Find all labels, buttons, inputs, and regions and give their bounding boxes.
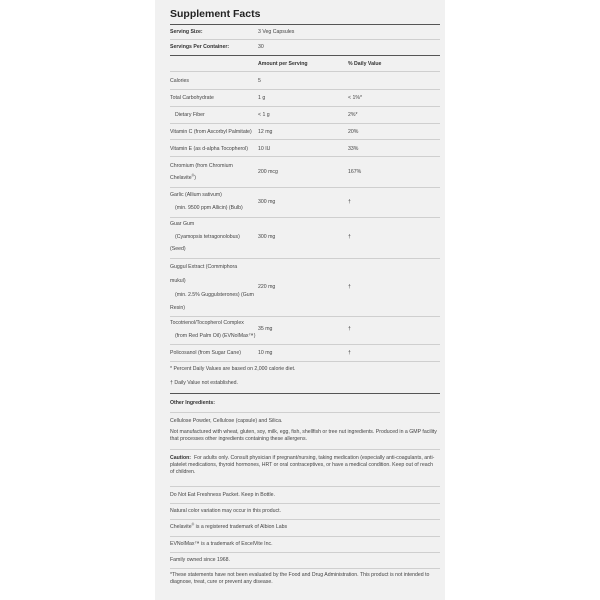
divider <box>170 536 440 537</box>
divider <box>170 217 440 218</box>
amount-header: Amount per Serving <box>258 61 308 67</box>
divider <box>170 344 440 345</box>
nutrient-name: Dietary Fiber <box>175 112 205 118</box>
nutrient-name: Vitamin C (from Ascorbyl Palmitate) <box>170 129 252 135</box>
divider <box>170 39 440 40</box>
nutrient-amount: 300 mg <box>258 199 276 205</box>
color-variation-text: Natural color variation may occur in this product. <box>170 508 282 514</box>
dagger-footnote: † Daily Value not established. <box>170 380 238 386</box>
nutrient-name-cont: Resin) <box>170 305 185 311</box>
divider <box>170 552 440 553</box>
nutrient-dv: < 1%* <box>348 95 362 101</box>
servings-per-container-value: 30 <box>258 44 264 50</box>
nutrient-dv: † <box>348 234 351 240</box>
divider <box>170 361 440 362</box>
ingredients-text: Cellulose Powder, Cellulose (capsule) and Silica. <box>170 418 283 424</box>
serving-size-label: Serving Size: <box>170 29 203 35</box>
nutrient-dv: † <box>348 326 351 332</box>
divider <box>170 258 440 259</box>
divider <box>170 449 440 450</box>
nutrient-name: Calories <box>170 78 190 84</box>
nutrient-dv: 167% <box>348 169 362 175</box>
divider <box>170 568 440 569</box>
nutrient-name: Garlic (Allium sativum) <box>170 192 222 198</box>
nutrient-name: Policosanol (from Sugar Cane) <box>170 350 241 356</box>
other-ingredients-heading: Other Ingredients: <box>170 400 215 406</box>
title-divider <box>170 24 440 25</box>
panel-title: Supplement Facts <box>170 8 261 20</box>
nutrient-amount: 10 mg <box>258 350 273 356</box>
nutrient-name: Guggul Extract (Commiphora <box>170 264 238 270</box>
divider <box>170 503 440 504</box>
nutrient-name-cont: (Cyamopsis tetragonolobus) <box>175 234 240 240</box>
divider <box>170 123 440 124</box>
nutrient-amount: 35 mg <box>258 326 273 332</box>
nutrient-dv: 2%* <box>348 112 358 118</box>
evnolmax-trademark-text: EVNolMax™ is a trademark of ExcelVite Inc. <box>170 541 273 547</box>
chelavite-trademark-text: Chelavite® is a registered trademark of Albion Labs <box>170 522 288 530</box>
divider <box>170 55 440 56</box>
nutrient-dv: † <box>348 199 351 205</box>
nutrient-amount: 200 mcg <box>258 169 278 175</box>
serving-size-value: 3 Veg Capsules <box>258 29 295 35</box>
nutrient-amount: 12 mg <box>258 129 273 135</box>
fda-disclaimer-text: *These statements have not been evaluated by the Food and Drug Administration. This product is not intended to diagnose, treat, cure or prevent any disease. <box>170 572 430 585</box>
divider <box>170 187 440 188</box>
divider <box>170 89 440 90</box>
nutrient-amount: 5 <box>258 78 261 84</box>
nutrient-amount: 10 IU <box>258 146 271 152</box>
nutrient-name: Vitamin E (as d-alpha Tocopherol) <box>170 146 248 152</box>
nutrient-amount: 1 g <box>258 95 266 101</box>
divider <box>170 519 440 520</box>
divider <box>170 139 440 140</box>
nutrient-amount: 220 mg <box>258 284 276 290</box>
divider <box>170 412 440 413</box>
nutrient-name: Chromium (from Chromium <box>170 163 233 169</box>
family-owned-text: Family owned since 1968. <box>170 557 230 563</box>
supplement-facts-panel <box>155 0 445 600</box>
daily-value-header: % Daily Value <box>348 61 382 67</box>
nutrient-name-cont: (Seed) <box>170 246 186 252</box>
nutrient-name: Total Carbohydrate <box>170 95 214 101</box>
divider <box>170 156 440 157</box>
nutrient-name-cont: (min. 9500 ppm Allicin) (Bulb) <box>175 205 243 211</box>
servings-per-container-label: Servings Per Container: <box>170 44 230 50</box>
divider <box>170 486 440 487</box>
nutrient-name-cont: mukul) <box>170 278 186 284</box>
nutrient-name: Tocotrienol/Tocopherol Complex <box>170 320 244 326</box>
nutrient-amount: < 1 g <box>258 112 270 118</box>
divider <box>170 316 440 317</box>
nutrient-amount: 300 mg <box>258 234 276 240</box>
nutrient-name-cont: (min. 2.5% Guggulsterones) (Gum <box>175 292 254 298</box>
section-divider <box>170 393 440 394</box>
nutrient-dv: 20% <box>348 129 359 135</box>
nutrient-dv: † <box>348 284 351 290</box>
nutrient-name-cont: (from Red Palm Oil) (EVNolMax™) <box>175 333 256 339</box>
caution-text: Caution: For adults only. Consult physician if pregnant/nursing, taking medication (especially anti-coagulants, anti-platelet medications, thyroid hormones, HRT or oral contraceptives, or have a medical condition. Keep out of reach of children. <box>170 455 435 475</box>
nutrient-dv: † <box>348 350 351 356</box>
dv-footnote: * Percent Daily Values are based on 2,000 calorie diet. <box>170 366 296 372</box>
allergen-text: Not manufactured with wheat, gluten, soy, milk, egg, fish, shellfish or tree nut ingredients. Produced in a GMP facility that processes other ingredients containing these allergens. <box>170 429 437 442</box>
divider <box>170 71 440 72</box>
freshness-text: Do Not Eat Freshness Packet. Keep in Bottle. <box>170 492 275 498</box>
nutrient-name-cont: Chelavite®) <box>170 173 196 181</box>
divider <box>170 106 440 107</box>
nutrient-name: Guar Gum <box>170 221 195 227</box>
nutrient-dv: 33% <box>348 146 359 152</box>
